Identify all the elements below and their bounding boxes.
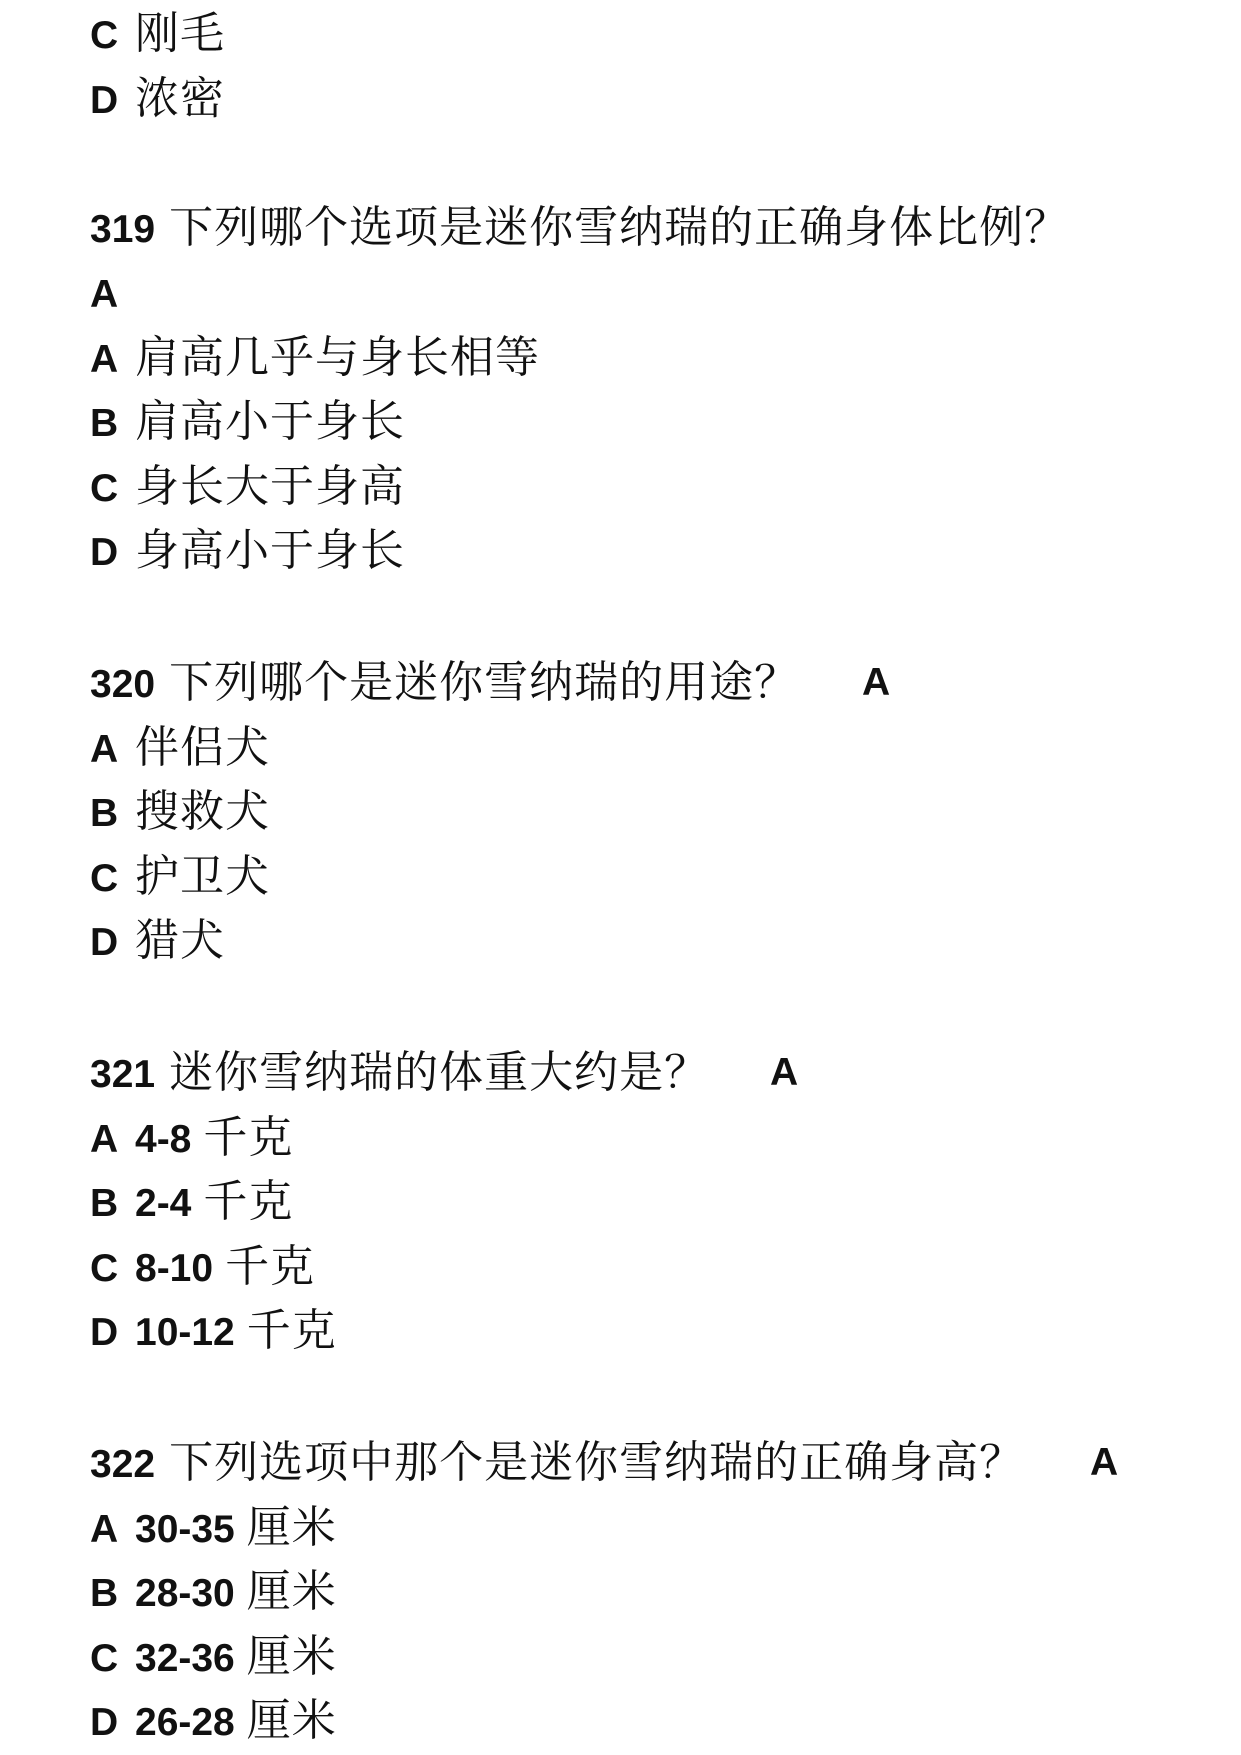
option-b xyxy=(90,394,405,450)
option-c xyxy=(90,6,225,62)
option-key: C xyxy=(90,14,119,57)
option-value: 2-4 xyxy=(135,1182,192,1225)
option-unit: 厘米 xyxy=(246,1502,337,1553)
question-320 xyxy=(90,655,1150,711)
option-key: C xyxy=(90,1247,119,1290)
option-key: A xyxy=(90,1508,119,1551)
question-number: 319 xyxy=(90,208,156,251)
option-key: D xyxy=(90,1701,119,1744)
option-unit: 厘米 xyxy=(246,1695,337,1746)
option-c xyxy=(90,1629,337,1685)
option-text: 护卫犬 xyxy=(135,851,270,902)
answer-key: A xyxy=(90,273,119,316)
option-value: 4-8 xyxy=(135,1118,192,1161)
option-a xyxy=(90,1110,293,1166)
option-unit: 千克 xyxy=(203,1112,294,1163)
answer-key: A xyxy=(770,1051,799,1094)
option-d xyxy=(90,1693,337,1749)
option-c xyxy=(90,459,405,515)
option-key: A xyxy=(90,1118,119,1161)
option-key: D xyxy=(90,921,119,964)
question-text: 下列哪个选项是迷你雪纳瑞的正确身体比例？ xyxy=(169,202,1070,253)
option-text: 浓密 xyxy=(135,73,225,124)
question-322 xyxy=(90,1435,1190,1491)
option-d xyxy=(90,71,225,127)
option-value: 28-30 xyxy=(135,1572,235,1615)
option-key: A xyxy=(90,338,119,381)
option-text: 伴侣犬 xyxy=(135,722,270,773)
option-text: 身长大于身高 xyxy=(135,461,405,512)
option-text: 刚毛 xyxy=(135,8,225,59)
question-text: 下列选项中那个是迷你雪纳瑞的正确身高？ xyxy=(169,1437,1025,1488)
option-c xyxy=(90,1239,315,1295)
option-key: D xyxy=(90,79,119,122)
option-d xyxy=(90,1303,337,1359)
option-key: B xyxy=(90,792,119,835)
option-unit: 千克 xyxy=(246,1305,337,1356)
question-321 xyxy=(90,1045,1150,1101)
option-a xyxy=(90,1500,337,1556)
option-key: C xyxy=(90,467,119,510)
option-value: 32-36 xyxy=(135,1637,235,1680)
option-value: 10-12 xyxy=(135,1311,235,1354)
question-text: 下列哪个是迷你雪纳瑞的用途？ xyxy=(169,657,800,708)
option-d xyxy=(90,913,225,969)
answer-319 xyxy=(90,265,135,321)
question-text: 迷你雪纳瑞的体重大约是？ xyxy=(169,1047,710,1098)
option-key: B xyxy=(90,1182,119,1225)
option-d xyxy=(90,523,405,579)
option-c xyxy=(90,849,270,905)
option-text: 肩高几乎与身长相等 xyxy=(135,332,540,383)
option-text: 猎犬 xyxy=(135,915,225,966)
option-key: A xyxy=(90,728,119,771)
option-key: B xyxy=(90,402,119,445)
option-a xyxy=(90,330,540,386)
answer-key: A xyxy=(1090,1441,1119,1484)
option-key: D xyxy=(90,1311,119,1354)
option-unit: 厘米 xyxy=(246,1631,337,1682)
option-unit: 千克 xyxy=(225,1241,316,1292)
option-unit: 厘米 xyxy=(246,1566,337,1617)
option-unit: 千克 xyxy=(203,1176,294,1227)
option-text: 搜救犬 xyxy=(135,786,270,837)
question-number: 322 xyxy=(90,1443,156,1486)
question-number: 321 xyxy=(90,1053,156,1096)
option-key: C xyxy=(90,857,119,900)
option-key: D xyxy=(90,531,119,574)
option-b xyxy=(90,1174,293,1230)
option-value: 26-28 xyxy=(135,1701,235,1744)
answer-key: A xyxy=(862,661,891,704)
option-key: C xyxy=(90,1637,119,1680)
question-319 xyxy=(90,200,1069,256)
option-text: 肩高小于身长 xyxy=(135,396,405,447)
option-value: 30-35 xyxy=(135,1508,235,1551)
option-b xyxy=(90,1564,337,1620)
option-key: B xyxy=(90,1572,119,1615)
option-value: 8-10 xyxy=(135,1247,214,1290)
question-number: 320 xyxy=(90,663,156,706)
option-text: 身高小于身长 xyxy=(135,525,405,576)
option-b xyxy=(90,784,270,840)
option-a xyxy=(90,720,270,776)
